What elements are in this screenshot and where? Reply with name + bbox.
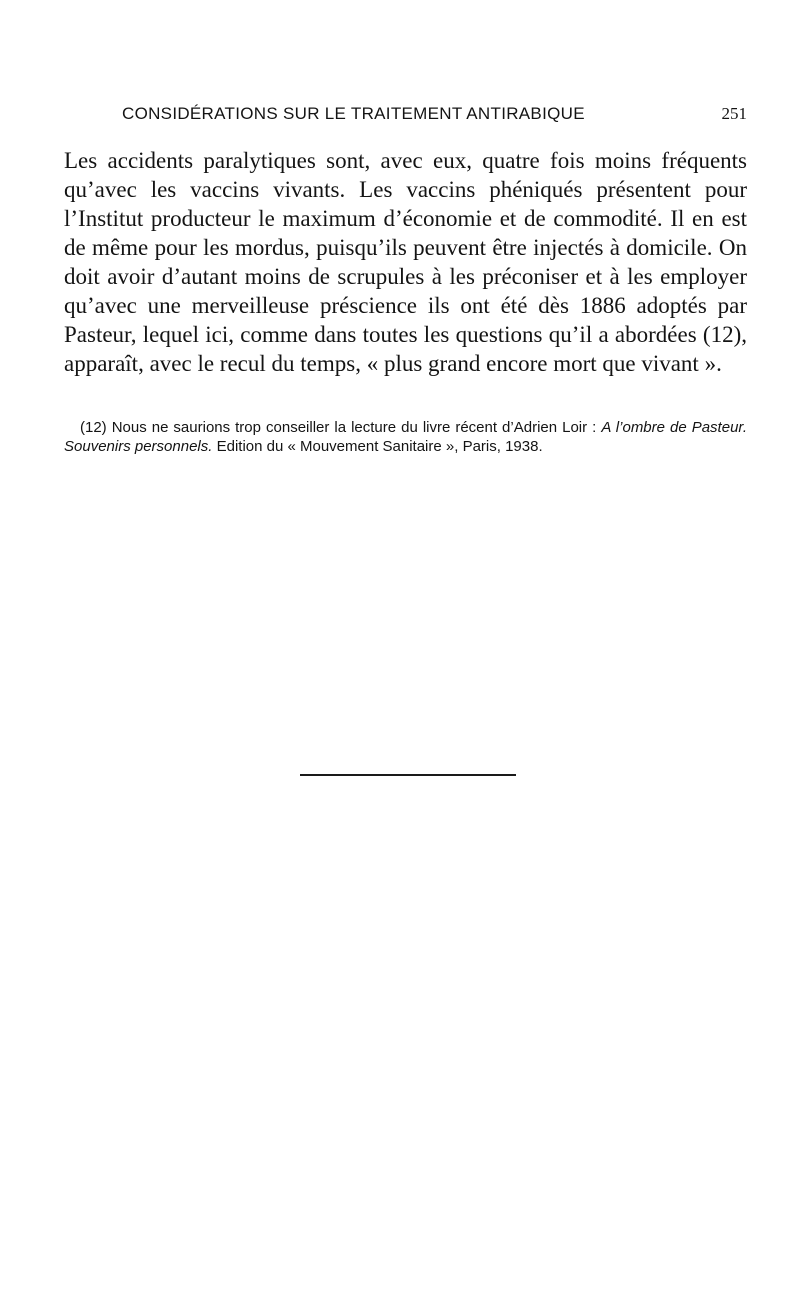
body-paragraph: Les accidents paralytiques sont, avec eux, quatre fois moins fréquents qu’avec les vaccins vivants. Les vaccins phéniqués présentent pour l’Institut producteur le maximum d’économie et de commodité. Il en est de même pour les mordus, puisqu’ils peuvent être injectés à domicile. On doit avoir d’autant moins de scrupules à les préconiser et à les employer qu’avec une merveilleuse préscience ils ont été dès 1886 adoptés par Pasteur, lequel ici, comme dans toutes les questions qu’il a abordées (12), apparaît, avec le recul du temps, « plus grand encore mort que vivant ». [64,148,747,376]
page-number: 251 [721,104,747,123]
footnote-tail: Edition du « Mouvement Sanitaire », Paris, 1938. [216,438,543,455]
body-text [64,146,747,378]
running-header [64,100,747,130]
footnote-book-title: A l’ombre de Pasteur. Souvenirs personnels. [64,419,748,455]
footnote [64,418,747,456]
footnote-paragraph [64,418,747,456]
footnote-lead: (12) Nous ne saurions trop conseiller la lecture du livre récent d’Adrien Loir : [80,419,597,436]
end-rule [300,774,516,776]
document-page [64,0,747,1304]
running-title: CONSIDÉRATIONS SUR LE TRAITEMENT ANTIRABIQUE [122,104,585,123]
